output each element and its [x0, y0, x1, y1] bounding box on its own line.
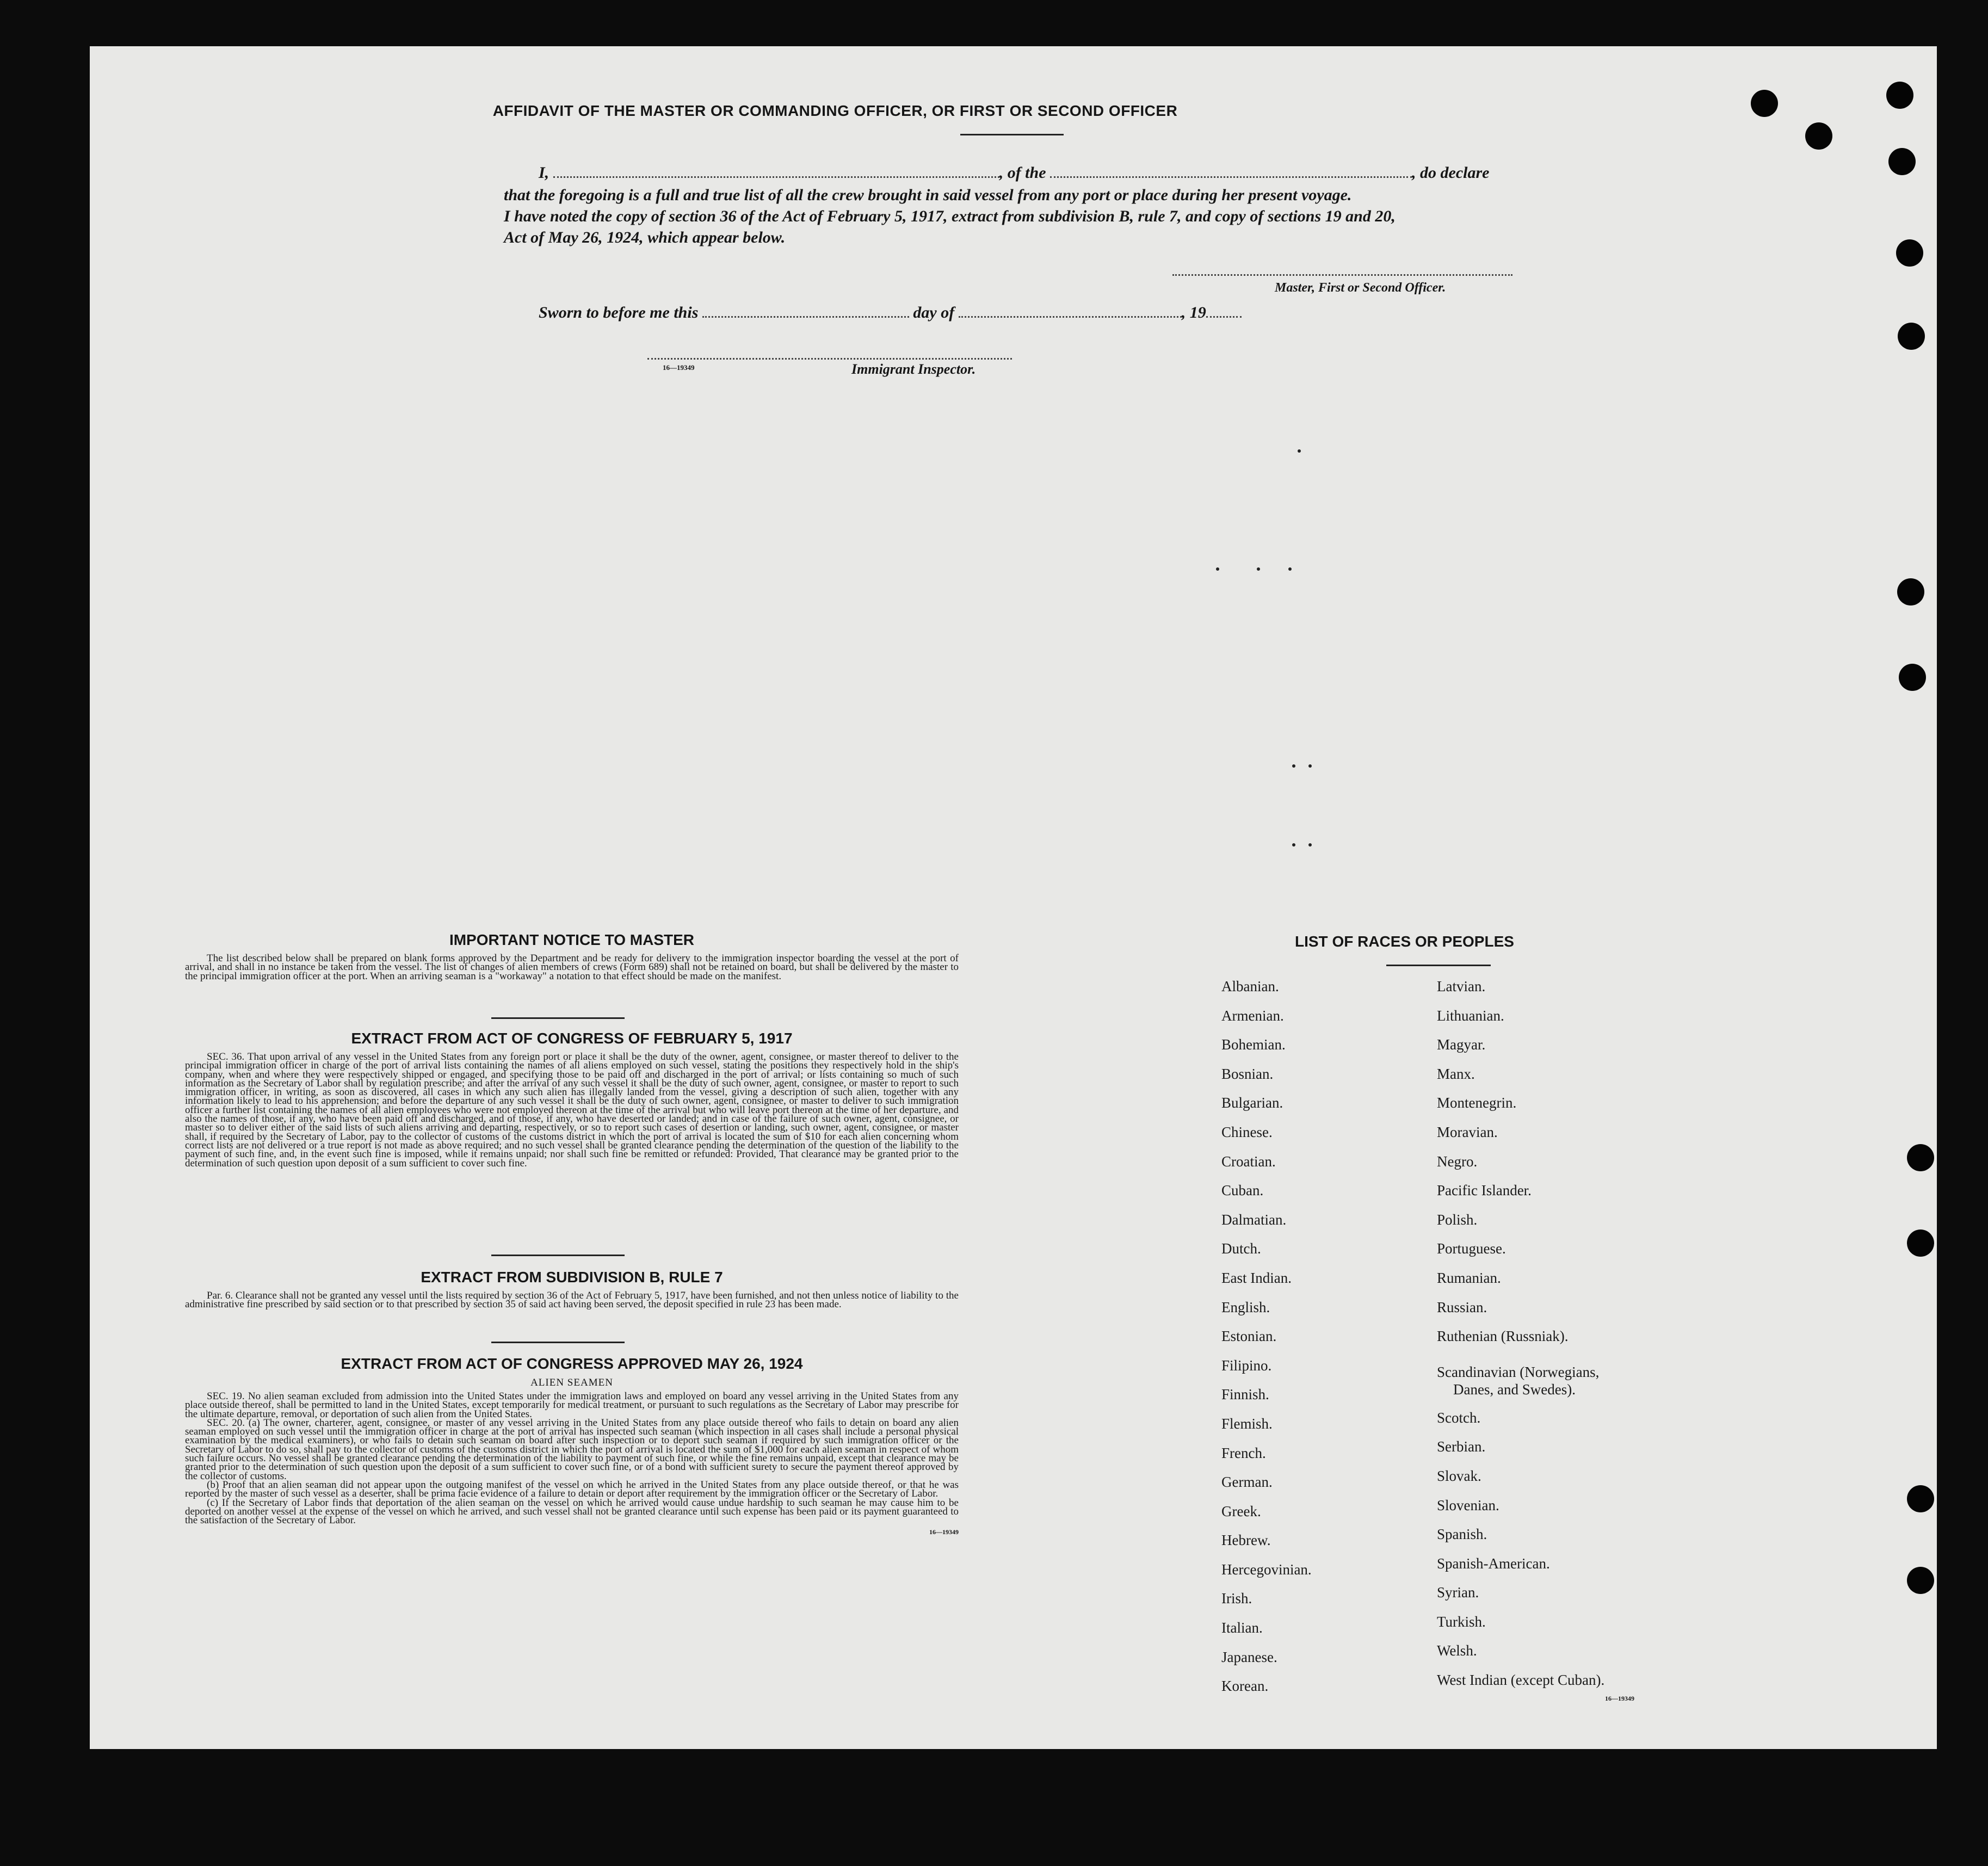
race-entry: Bulgarian. [1221, 1095, 1283, 1111]
sworn-day-field[interactable] [702, 316, 909, 318]
of-the-label: , of the [999, 164, 1046, 182]
race-entry: Magyar. [1437, 1036, 1486, 1053]
master-signature-field[interactable] [1172, 274, 1512, 276]
paragraph-6-text: Par. 6. Clearance shall not be granted any vessel until the lists required by section 36 of the Act of February 5, 1917, have been furnished, and not then unless notice of liability to the administrative fine prescribed by said section or to that prescribed by section 35 of said act having been served, the deposit specified in rule 23 has been made. [185, 1290, 959, 1311]
speck [1308, 764, 1312, 768]
sworn-line [539, 304, 1242, 322]
race-entry: Portuguese. [1437, 1240, 1506, 1257]
race-entry: Hercegovinian. [1221, 1561, 1312, 1578]
binder-hole [1897, 578, 1924, 605]
speck [1298, 449, 1301, 453]
inspector-label: Immigrant Inspector. [851, 361, 976, 377]
races-divider [1386, 965, 1491, 966]
races-title: LIST OF RACES OR PEOPLES [1295, 933, 1514, 950]
race-entry: Syrian. [1437, 1584, 1479, 1601]
race-entry: Moravian. [1437, 1123, 1498, 1140]
race-entry: Latvian. [1437, 978, 1486, 994]
affidavit-title: AFFIDAVIT OF THE MASTER OR COMMANDING OFFICER, OR FIRST OR SECOND OFFICER [492, 102, 1178, 119]
officer-name-field[interactable] [553, 176, 999, 178]
extract-1924-title: EXTRACT FROM ACT OF CONGRESS APPROVED MAY 26, 1924 [341, 1355, 803, 1372]
race-entry: Scandinavian (Norwegians, [1437, 1363, 1600, 1380]
divider-1 [491, 1017, 625, 1019]
race-entry: Dutch. [1221, 1240, 1261, 1257]
race-entry: Dalmatian. [1221, 1211, 1287, 1228]
declarant-i: I, [539, 164, 550, 182]
rule-7-title: EXTRACT FROM SUBDIVISION B, RULE 7 [421, 1269, 723, 1286]
race-entry: Welsh. [1437, 1642, 1477, 1659]
binder-hole [1898, 323, 1925, 350]
binder-hole [1907, 1567, 1934, 1594]
section-20a-text: SEC. 20. (a) The owner, charterer, agent, consignee, or master of any vessel arriving in the United States from any place outside thereof who fails to detain on board any alien seaman employed on such vessel until the immigration officer in charge at the port of arrival has inspected such seaman (which inspection in all cases shall include a personal physical examination by the medical examiners), or who fails to detain such seaman on board after such inspection or to deport such seaman if required by such immigration officer or the Secretary of Labor to do so, shall pay to the collector of customs of the customs district in which the port of arrival is located the sum of $1,000 for each alien seaman in respect of whom such failure occurs. No vessel shall be granted clearance pending the determination of the liability to payment of such fine, or while the fine remains unpaid, except that clearance may be granted prior to the determination of such question upon the deposit of a sum sufficient to cover such fine, or of a bond with sufficient surety to secure the payment thereof approved by the collector of customs. [185, 1417, 959, 1482]
section-36-text: SEC. 36. That upon arrival of any vessel in the United States from any foreign port or place it shall be the duty of the owner, agent, consignee, or master thereof to deliver to the principal immigration officer in charge of the port of arrival lists containing the names of all aliens employed on such vessel, stating the positions they respectively hold in the ship's company, when and where they were respectively shipped or engaged, and specifying those to be paid off and discharged in the port of arrival; or lists containing so much of such information as the Secretary of Labor shall by regulation prescribe; and after the arrival of any such vessel it shall be the duty of such owner, agent, consignee, or master to report to such immigration officer, in writing, as soon as discovered, all cases in which any such alien has illegally landed from the vessel, giving a description of such alien, together with any information likely to lead to his apprehension; and before the departure of any such vessel it shall be the duty of such owner, agent, consignee, or master to deliver to such immigration officer a further list containing the names of all alien employees who were not employed thereon at the time of the arrival but who will leave port thereon at the time of her departure, and also the names of those, if any, who have been paid off and discharged, and of those, if any, who have deserted or landed; and in case of the failure of such owner, agent, consignee, or master so to deliver either of the said lists of such aliens arriving and departing, respectively, or so to report such cases of desertion or landing, such owner, agent, consignee, or master shall, if required by the Secretary of Labor, pay to the collector of customs of the customs district in which the port of arrival is located the sum of $10 for each alien concerning whom correct lists are not delivered or a true report is not made as above required; and no such vessel shall be granted clearance pending the determination of the question of the liability to the payment of such fine, and, in the event such fine is imposed, while it remains unpaid; nor shall such fine be remitted or refunded: Provided, That clearance may be granted prior to the determination of such question upon deposit of a sum sufficient to cover such fine. [185, 1051, 959, 1169]
master-signature-label: Master, First or Second Officer. [1275, 281, 1446, 295]
races-left-column [1221, 978, 1312, 1707]
notice-section [185, 931, 959, 981]
race-entry: Estonian. [1221, 1328, 1277, 1345]
race-entry: Polish. [1437, 1211, 1478, 1228]
race-entry: Armenian. [1221, 1007, 1284, 1024]
speck [1257, 567, 1260, 571]
divider-2 [491, 1255, 625, 1256]
race-entry: Spanish. [1437, 1526, 1487, 1543]
race-entry: Slovenian. [1437, 1497, 1499, 1513]
inspector-signature-field[interactable] [647, 358, 1012, 360]
speck [1288, 567, 1292, 571]
year-label: , 19 [1181, 304, 1206, 322]
form-number: 16—19349 [663, 363, 695, 372]
binder-hole [1907, 1485, 1934, 1512]
day-of-label: day of [913, 304, 955, 322]
races-right-column [1437, 978, 1604, 1701]
race-entry: Cuban. [1221, 1182, 1264, 1199]
race-entry: Negro. [1437, 1153, 1478, 1170]
speck [1292, 764, 1295, 768]
race-entry: Japanese. [1221, 1648, 1277, 1665]
race-entry: Croatian. [1221, 1153, 1276, 1170]
race-entry: Flemish. [1221, 1415, 1273, 1432]
binder-hole [1888, 148, 1916, 175]
speck [1292, 843, 1295, 847]
race-entry: Bohemian. [1221, 1036, 1286, 1053]
race-entry: Hebrew. [1221, 1532, 1271, 1549]
sworn-year-field[interactable] [1206, 316, 1242, 318]
race-entry: French. [1221, 1444, 1266, 1461]
binder-hole [1751, 90, 1778, 117]
extract-form-number: 16—19349 [929, 1528, 959, 1536]
race-entry: Greek. [1221, 1503, 1261, 1519]
race-entry: Ruthenian (Russniak). [1437, 1328, 1569, 1345]
declarant-line [539, 164, 1489, 182]
race-entry: Korean. [1221, 1678, 1269, 1695]
race-entry: Scotch. [1437, 1409, 1481, 1426]
race-entry: East Indian. [1221, 1269, 1292, 1286]
speck [1216, 567, 1219, 571]
race-entry: English. [1221, 1299, 1270, 1315]
extract-1917-section [185, 1030, 959, 1168]
sworn-label: Sworn to before me this [539, 304, 699, 322]
binder-hole [1805, 122, 1832, 150]
race-entry: Pacific Islander. [1437, 1182, 1532, 1199]
binder-hole [1896, 239, 1923, 267]
races-form-number: 16—19349 [1605, 1695, 1634, 1702]
declaration-line-2: that the foregoing is a full and true list of all the crew brought in said vessel from any port or place during her present voyage. [504, 186, 1352, 204]
divider-3 [491, 1342, 625, 1343]
vessel-name-field[interactable] [1050, 176, 1412, 178]
binder-hole [1907, 1144, 1934, 1171]
race-entry: Filipino. [1221, 1357, 1272, 1374]
declaration-line-4: Act of May 26, 1924, which appear below. [504, 228, 786, 246]
rule-7-section [185, 1269, 959, 1309]
race-entry: Spanish-American. [1437, 1555, 1550, 1572]
race-entry: Manx. [1437, 1065, 1475, 1082]
race-entry: West Indian (except Cuban). [1437, 1672, 1605, 1689]
notice-body: The list described below shall be prepared on blank forms approved by the Department and be ready for delivery to the immigration inspector boarding the vessel at the port of arrival, and shall in no instance be taken from the vessel. The list of changes of alien members of crews (Form 689) shall not be retained on board, but shall be delivered by the master to the principal immigration officer at the port. When an arriving seaman is a "workaway" a notation to that effect should be made on the manifest. [185, 953, 959, 982]
binder-hole [1886, 82, 1913, 109]
binder-hole [1899, 664, 1926, 691]
race-entry: Montenegrin. [1437, 1095, 1517, 1111]
sworn-month-field[interactable] [959, 316, 1182, 318]
race-entry: Danes, and Swedes). [1453, 1381, 1576, 1398]
section-20c-text: (c) If the Secretary of Labor finds that deportation of the alien seaman on the vessel on which he arrived would cause undue hardship to such seaman he may cause him to be deported on another vessel at the expense of the vessel on which he arrived, and such vessel shall not be granted clearance until such expense has been paid or its payment guaranteed to the satisfaction of the Secretary of Labor. [185, 1497, 959, 1527]
race-entry: Slovak. [1437, 1467, 1481, 1484]
race-entry: Finnish. [1221, 1386, 1269, 1403]
race-entry: Italian. [1221, 1620, 1263, 1636]
race-entry: Bosnian. [1221, 1065, 1274, 1082]
binder-hole [1907, 1229, 1934, 1257]
race-entry: Chinese. [1221, 1123, 1273, 1140]
race-entry: Rumanian. [1437, 1269, 1501, 1286]
extract-1917-title: EXTRACT FROM ACT OF CONGRESS OF FEBRUARY 5, 1917 [351, 1030, 793, 1047]
section-20b-text: (b) Proof that an alien seaman did not appear upon the outgoing manifest of the vessel on which he arrived in the United States from any place outside thereof, or that he was reported by the master of such vessel as a deserter, shall be prima facie evidence of a failure to detain or deport after requirement by the immigration officer or the Secretary of Labor. [185, 1479, 959, 1500]
extract-1924-section [185, 1355, 959, 1536]
do-declare-label: , do declare [1412, 164, 1490, 182]
race-entry: German. [1221, 1474, 1273, 1491]
declaration-line-3: I have noted the copy of section 36 of the Act of February 5, 1917, extract from subdivision B, rule 7, and copy of sections 19 and 20, [504, 207, 1396, 225]
alien-seamen-subtitle: ALIEN SEAMEN [530, 1377, 613, 1388]
race-entry: Albanian. [1221, 978, 1279, 994]
notice-title: IMPORTANT NOTICE TO MASTER [449, 931, 695, 948]
section-19-text: SEC. 19. No alien seaman excluded from admission into the United States under the immigration laws and employed on board any vessel arriving in the United States from any place outside thereof, shall be permitted to land in the United States, except temporarily for medical treatment, or pursuant to such regulations as the Secretary of Labor may prescribe for the ultimate departure, removal, or deportation of such alien from the United States. [185, 1391, 959, 1420]
speck [1308, 843, 1312, 847]
race-entry: Serbian. [1437, 1438, 1486, 1455]
race-entry: Lithuanian. [1437, 1007, 1504, 1024]
race-entry: Irish. [1221, 1590, 1252, 1607]
race-entry: Turkish. [1437, 1613, 1486, 1630]
race-entry: Russian. [1437, 1299, 1487, 1315]
title-divider [960, 134, 1064, 135]
